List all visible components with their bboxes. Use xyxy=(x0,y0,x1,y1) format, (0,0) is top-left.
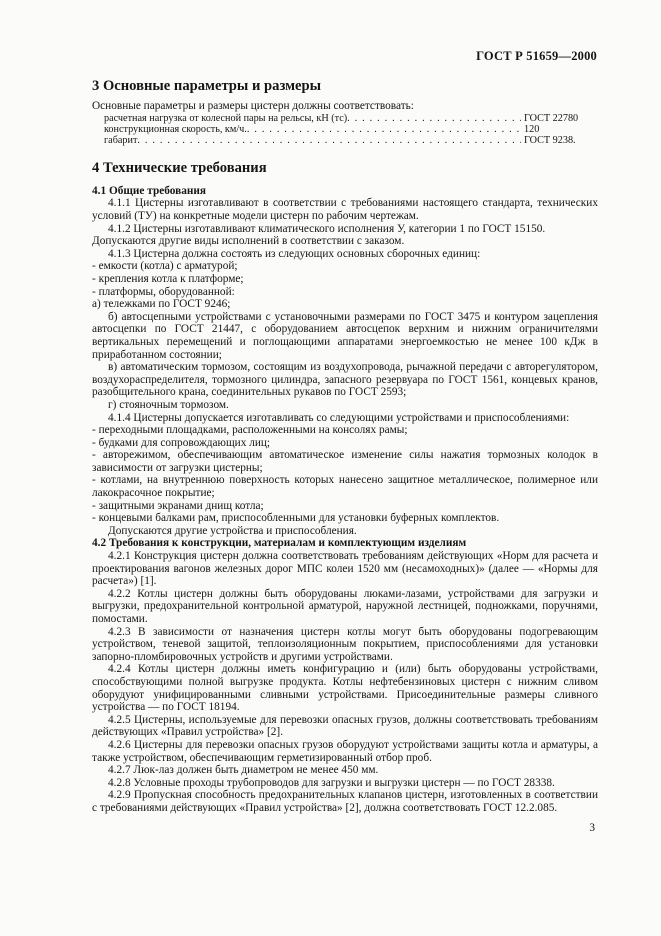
section-3-title: 3 Основные параметры и размеры xyxy=(92,78,322,94)
paragraph-4-2-7: 4.2.7 Люк-лаз должен быть диаметром не менее 450 мм. xyxy=(108,764,379,777)
param-label: габарит xyxy=(104,135,138,147)
param-row-load xyxy=(92,113,598,124)
list-item: в) автоматическим тормозом, состоящим из воздухопровода, рычажной передачи с авторегулятором, воздухораспределителя, тормозного цилиндра, запасного резервуара по ГОСТ 1561, концевых кранов, разобщительного крана, соединительных рукавов по ГОСТ 2593; xyxy=(92,361,598,399)
page-header: ГОСТ Р 51659—2000 xyxy=(476,49,597,63)
paragraph: Допускаются другие виды исполнений в соответствии с заказом. xyxy=(92,235,405,248)
list-item: а) тележками по ГОСТ 9246; xyxy=(92,298,231,311)
paragraph-4-1-2: 4.1.2 Цистерны изготавливают климатического исполнения У, категории 1 по ГОСТ 15150. xyxy=(108,222,546,235)
paragraph-4-2-3: 4.2.3 В зависимости от назначения цистерн котлы могут быть оборудованы подогревающим устройством, теневой защитой, теплоизоляционным покрытием, приспособлениями для установки запорно-пломбировочных устройств и другими устройствами. xyxy=(92,625,598,663)
page-content xyxy=(92,78,598,815)
param-value: ГОСТ 22780 xyxy=(524,112,579,124)
paragraph: Допускаются другие устройства и приспособления. xyxy=(108,524,357,537)
subsection-4-2-title: 4.2 Требования к конструкции, материалам и комплектующим изделиям xyxy=(92,537,467,550)
paragraph-4-2-8: 4.2.8 Условные проходы трубопроводов для загрузки и выгрузки цистерн — по ГОСТ 28338. xyxy=(108,776,555,789)
leader-dots xyxy=(347,113,521,124)
paragraph-4-2-2: 4.2.2 Котлы цистерн должны быть оборудованы люками-лазами, устройствами для загрузки и выгрузки, предохранительной контрольной арматурой, наружной лестницей, подножками, поручнями, помостами. xyxy=(92,587,598,625)
leader-dots xyxy=(137,135,521,146)
list-item: - концевыми балками рам, приспособленными для установки буферных комплектов. xyxy=(92,512,500,525)
list-item: - емкости (котла) с арматурой; xyxy=(92,260,238,273)
list-item: - защитными экранами днищ котла; xyxy=(92,499,264,512)
paragraph-4-2-1: 4.2.1 Конструкция цистерн должна соответствовать требованиям действующих «Норм для расчета и проектирования вагонов железных дорог МПС колеи 1520 мм (несамоходных)» (далее — «Нормы для расчета») [1]. xyxy=(92,550,598,588)
param-row-gauge xyxy=(92,135,598,146)
paragraph-4-2-6: 4.2.6 Цистерны для перевозки опасных грузов оборудуют устройствами защиты котла и арматуры, а также устройством, обеспечивающим герметизированный отбор проб. xyxy=(92,738,598,764)
section-4-title: 4 Технические требования xyxy=(92,159,267,176)
param-label: расчетная нагрузка от колесной пары на рельсы, кН (тс) xyxy=(104,112,348,124)
list-item: - авторежимом, обеспечивающим автоматическое изменение силы нажатия тормозных колодок в зависимости от загрузки цистерны; xyxy=(92,449,598,474)
list-item: - платформы, оборудованной: xyxy=(92,285,235,298)
paragraph-4-2-4: 4.2.4 Котлы цистерн должны иметь конфигурацию и (или) быть оборудованы устройствами, способствующими полной выгрузке продукта. Котлы нефтебензиновых цистерн с нижним сливом оборудуют унифицированными сливными устройствами. Присоединительные размеры сливного устройства — по ГОСТ 18194. xyxy=(92,663,598,714)
paragraph-4-2-9: 4.2.9 Пропускная способность предохранительных клапанов цистерн, изготовленных в соответствии с требованиями действующих «Правил устройства» [2], должна соответствовать ГОСТ 12.2.085. xyxy=(92,789,598,814)
list-item: - переходными площадками, расположенными на консолях рамы; xyxy=(92,424,408,437)
params-intro: Основные параметры и размеры цистерн должны соответствовать: xyxy=(92,100,414,112)
list-item: - котлами, на внутреннюю поверхность которых нанесено защитное металлическое, полимерное или лакокрасочное покрытие; xyxy=(92,474,598,500)
list-item: - крепления котла к платформе; xyxy=(92,272,244,285)
page-number: 3 xyxy=(589,822,595,834)
param-value: 120 xyxy=(524,124,540,135)
list-item: г) стояночным тормозом. xyxy=(108,398,229,411)
paragraph-4-2-5: 4.2.5 Цистерны, используемые для перевозки опасных грузов, должны соответствовать требованиям действующих «Правил устройства» [2]. xyxy=(92,713,598,739)
paragraph-4-1-1: 4.1.1 Цистерны изготавливают в соответствии с требованиями настоящего стандарта, технических условий (ТУ) на конкретные модели цистерн по рабочим чертежам. xyxy=(92,197,598,222)
paragraph-4-1-4: 4.1.4 Цистерны допускается изготавливать со следующими устройствами и приспособлениями: xyxy=(108,411,570,424)
paragraph-4-1-3: 4.1.3 Цистерна должна состоять из следующих основных сборочных единиц: xyxy=(108,247,481,260)
subsection-4-1-title: 4.1 Общие требования xyxy=(92,184,206,197)
param-row-speed xyxy=(92,124,598,135)
param-label: конструкционная скорость, км/ч. xyxy=(104,124,247,135)
leader-dots xyxy=(247,124,521,135)
list-item: б) автосцепными устройствами с установочными размерами по ГОСТ 3475 и контуром зацепления автосцепки по ГОСТ 21447, с оборудованием автосцепок верхним и нижним ограничителями вертикальных перемещений и поглощающими аппаратами энергоемкостью не менее 100 кДж в приработанном состоянии; xyxy=(92,310,598,361)
list-item: - будками для сопровождающих лиц; xyxy=(92,436,271,449)
param-value: ГОСТ 9238. xyxy=(524,135,576,147)
